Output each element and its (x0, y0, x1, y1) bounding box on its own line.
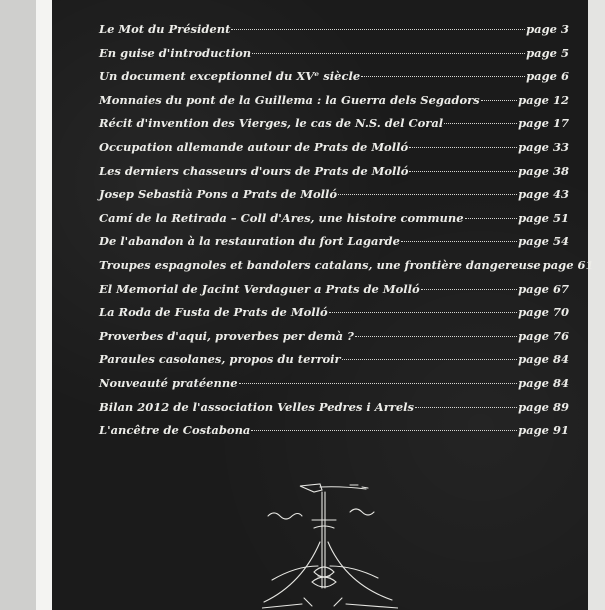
toc-entry-page: page 3 (526, 22, 569, 36)
toc-dot-leader (361, 76, 525, 77)
toc-entry-page: page 38 (518, 163, 569, 178)
toc-entry-page: page 70 (518, 305, 569, 320)
toc-entry-title: Récit d'invention des Vierges, le cas de N.S. del Coral (99, 116, 444, 131)
toc-dot-leader (239, 383, 518, 384)
toc-entry-title: Proverbes d'aqui, proverbes per demà ? (99, 328, 354, 343)
toc-entry-page: page 33 (518, 139, 569, 154)
toc-entry (99, 211, 569, 235)
toc-entry-title: Les derniers chasseurs d'ours de Prats de Molló (99, 163, 409, 178)
toc-entry-title: En guise d'introduction (99, 45, 252, 60)
toc-entry (99, 93, 569, 117)
toc-entry-page: page 51 (518, 210, 569, 225)
toc-dot-leader (231, 29, 525, 30)
toc-entry-title: La Roda de Fusta de Prats de Molló (99, 305, 328, 320)
toc-entry-page: page 17 (518, 116, 569, 131)
toc-entry (99, 164, 569, 188)
toc-dot-leader (329, 312, 517, 313)
scan-left-margin (0, 0, 36, 610)
toc-entry-page: page 43 (518, 187, 569, 202)
toc-entry-title: El Memorial de Jacint Verdaguer a Prats de Molló (99, 281, 420, 296)
toc-entry-title: Le Mot du Président (99, 22, 231, 36)
toc-entry (99, 400, 569, 424)
toc-entry-page: page 6 (526, 69, 569, 84)
toc-dot-leader (444, 123, 517, 124)
toc-dot-leader (421, 289, 517, 290)
toc-entry-title: Troupes espagnoles et bandolers catalans, une frontière dangereuse (99, 257, 541, 272)
page-white-gutter (36, 0, 52, 610)
toc-dot-leader (338, 194, 517, 195)
toc-entry (99, 187, 569, 211)
toc-entry-title: Paraules casolanes, propos du terroir (99, 352, 341, 367)
toc-entry-title: Occupation allemande autour de Prats de Molló (99, 139, 409, 154)
toc-entry-page: page 91 (518, 423, 569, 438)
toc-dot-leader (415, 407, 517, 408)
toc-dot-leader (252, 53, 525, 54)
toc-entry (99, 69, 569, 93)
toc-dot-leader (401, 241, 517, 242)
toc-entry-title: Bilan 2012 de l'association Velles Pedres i Arrels (99, 399, 414, 414)
toc-entry (99, 257, 594, 282)
toc-entry-page: page 67 (518, 281, 569, 296)
toc-entry-page: page 54 (518, 234, 569, 249)
toc-entry-page: page 76 (518, 328, 569, 343)
toc-entry-page: page 12 (518, 92, 569, 107)
toc-dot-leader (409, 171, 517, 172)
toc-entry (99, 46, 569, 70)
toc-entry-title: Monnaies du pont de la Guillema : la Guerra dels Segadors (99, 92, 480, 107)
toc-dot-leader (355, 336, 517, 337)
toc-entry (99, 22, 569, 46)
toc-entry-page: page 5 (526, 45, 569, 60)
toc-dot-leader (342, 359, 518, 360)
toc-entry (99, 423, 569, 447)
toc-entry (99, 140, 569, 164)
scan-right-edge (588, 0, 605, 610)
toc-dot-leader (251, 430, 517, 431)
toc-dot-leader (481, 100, 517, 101)
toc-entry-title: Josep Sebastià Pons a Prats de Molló (99, 187, 338, 202)
toc-dot-leader (409, 147, 517, 148)
toc-entry (99, 282, 569, 306)
toc-entry-title: L'ancêtre de Costabona (99, 423, 251, 438)
table-of-contents (99, 22, 594, 447)
toc-entry (99, 376, 569, 400)
toc-entry-title: De l'abandon à la restauration du fort Lagarde (99, 234, 400, 249)
toc-entry-page: page 89 (518, 399, 569, 414)
toc-entry-page: page 84 (518, 375, 569, 390)
toc-entry (99, 305, 569, 329)
cross-emblem-icon (262, 476, 398, 610)
toc-entry (99, 116, 569, 140)
toc-entry-title: Nouveauté pratéenne (99, 375, 238, 390)
toc-entry-page: page 61 (542, 257, 594, 272)
toc-entry-page: page 84 (518, 352, 569, 367)
toc-dot-leader (465, 218, 518, 219)
toc-entry (99, 234, 569, 258)
toc-entry (99, 329, 569, 353)
toc-entry-title: Un document exceptionnel du XVᵉ siècle (99, 69, 361, 84)
toc-entry (99, 352, 569, 376)
toc-entry-title: Camí de la Retirada – Coll d'Ares, une histoire commune (99, 210, 464, 225)
